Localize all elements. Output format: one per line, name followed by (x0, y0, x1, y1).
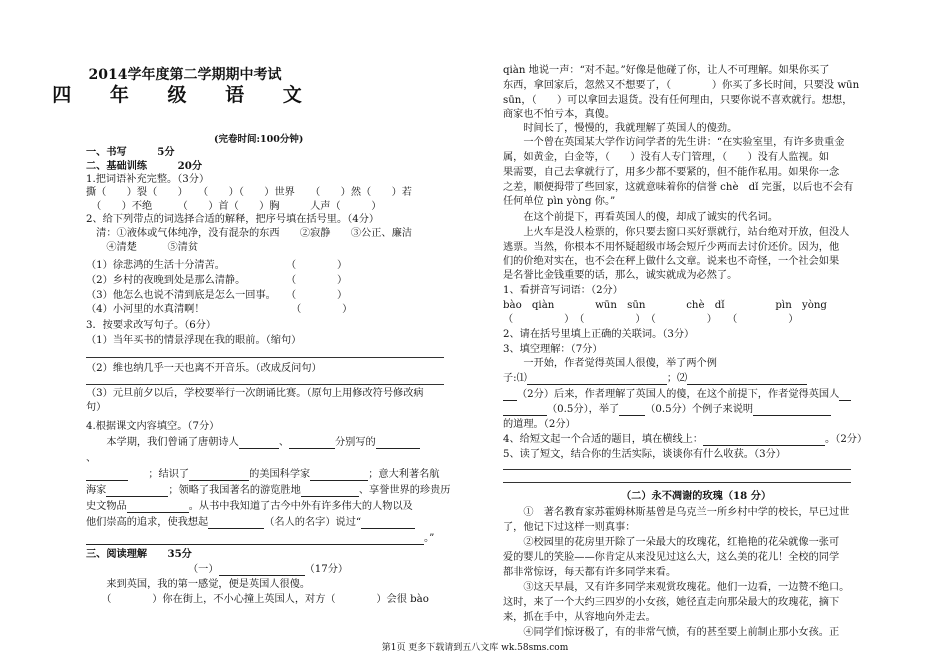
passage-1-line-15: 逃票。当然，你根本不用怀疑超级市场会短斤少两而去讨价还价。因为，他 (503, 242, 840, 253)
section-basics: 二、基础训练 20分 (86, 160, 203, 172)
passage-1-line-9: 属，如黄金，白金等，（ ）没有人专门管理，（ ）没有人监视。如 (503, 152, 829, 163)
passage-2-line-5: 都非常惊讶，每天都有许多同学来看。 (503, 567, 677, 578)
answer-line (503, 482, 851, 483)
q2-definitions-2: ④清楚 ⑤清贫 (86, 242, 199, 253)
passage-2-line-2: 了，他记下过这样一则真事： (503, 522, 636, 533)
passage-2-title: （二）永不凋谢的玫瑰（18 分） (621, 490, 772, 502)
q4-line-1: 本学期，我们曾诵了唐朝诗人 、 分别写的 (86, 436, 420, 449)
r-q3-line-1: 一开始，作者觉得英国人很傻，举了两个例 (503, 358, 717, 369)
q4-line-3: ；结识了 的美国科学家 ；意大利著名航 (86, 468, 440, 481)
q4-line-4: 海家 ；领略了我国著名的游览胜地 、享誉世界的珍贵历 (86, 485, 451, 496)
q4-heading: 4.根据课文内容填空。（7分） (86, 421, 220, 432)
q4-line-2: 、 (86, 453, 97, 464)
passage-1-line-14: 上火车是没人检票的，你只要去窗口买好票就行，站台绝对开放，但没人 (503, 227, 850, 238)
passage-2-line-9: ④同学们惊讶极了，有的非常气愤，有的甚至要上前制止那小女孩。正 (503, 627, 840, 638)
passage-2-line-4: 爱的婴儿的笑脸——你肯定从来没见过这么大，这么美的花儿！全校的同学 (503, 552, 840, 563)
q3-item-3: （3）元旦前夕以后，学校要举行一次朗诵比赛。（原句上用修改符号修改病 (86, 388, 424, 399)
passage-1-line-7: 时间长了，慢慢的，我就理解了英国人的傻劲。 (503, 123, 738, 134)
passage-1-line-16: 们的价绝对实在，也不会在秤上做什么文章。说来也不奇怪，一个社会如果 (503, 256, 840, 267)
page-footer: 第1页 更多下载请到五八文库 wk.58sms.com (381, 643, 569, 653)
q2-item-1: （1）徐悲鸿的生活十分清苦。 （ ） (86, 260, 348, 271)
r-q2-heading: 2、请在括号里填上正确的关联词。（3分） (503, 329, 695, 340)
r-q3-line-5: 的道理。（2分） (503, 419, 576, 430)
q3-heading: 3．按要求改写句子。（6分） (86, 320, 217, 331)
passage-1-title: （一） （17分） (188, 564, 349, 575)
q2-item-3: （3）他怎么也说不清到底是怎么一回事。 （ ） (86, 290, 348, 301)
q4-line-6: 他们崇高的追求，使我想起 （名人的名字）说过“ (86, 516, 415, 529)
passage-1-line-12: 任何单位 pìn yòng 你。” (503, 196, 616, 207)
exam-time: (完卷时间:100分钟) (214, 134, 304, 145)
q2-item-2: （2）乡村的夜晚到处是那么清静。 （ ） (86, 275, 348, 286)
passage-1-line-10: 果需要，自己去拿就行了，用多少都不要紧的，但不能作私用。如果你一念 (503, 167, 840, 178)
passage-2-line-3: ②校园里的花房里开除了一朵最大的玫瑰花，红艳艳的花朵就像一张可 (503, 537, 840, 548)
q1-line-2: （ ）不绝 （ ）首（ ）胸 人声（ ） (86, 201, 382, 212)
r-q3-line-2: 子:⑴ ；⑵ (503, 372, 807, 385)
r-q5-line: 5、读了短文，结合你的生活实际，谈谈你有什么收获。（3分） (503, 449, 786, 460)
answer-line (86, 357, 444, 358)
q2-item-4: （4）小河里的水真清啊！ （ ） (86, 304, 353, 315)
passage-1-line-8: 一个曾在英国某大学作访问学者的先生讲：“在实验室里，有许多贵重金 (503, 137, 845, 148)
q2-heading: 2、给下列带点的词选择合适的解释，把序号填在括号里。（4分） (86, 214, 380, 225)
section-reading: 三、阅读理解 35分 (86, 548, 192, 560)
passage-1-line-6: 商家也不怕亏本，真傻。 (503, 109, 616, 120)
passage-1-line-17: 是名誉比金钱重要的话，那么，诚实就成为必然了。 (503, 270, 738, 281)
passage-1-line-2: （ ）你在街上，不小心撞上英国人，对方（ ）会很 bào (86, 594, 429, 605)
exam-title: 2014学年度第二学期期中考试 (88, 67, 282, 83)
q4-line-5: 史文物品 。从书中我知道了古今中外有许多伟大的人物以及 (86, 501, 413, 512)
q4-line-7: 。” (86, 532, 434, 545)
passage-2-line-8: 来，抓在手中，从容地向外走去。 (503, 612, 656, 623)
r-q3-line-3: （2分）后来，作者理解了英国人的傻，在这个前提下，作者觉得英国人 (503, 388, 851, 401)
passage-1-line-5: sūn，（ ）可以拿回去退货。没有任何理由，只要你说不喜欢就行。想想， (503, 95, 853, 106)
r-q1-heading: 1、看拼音写词语：（2分） (503, 285, 623, 296)
r-q3-line-4: （0.5分），举了 （0.5分）个例子来说明 (503, 403, 831, 416)
q3-item-1: （1）当年买书的情景浮现在我的眼前。（缩句） (86, 335, 302, 346)
passage-1-line-13: 在这个前提下，再看英国人的傻，却成了诚实的代名词。 (503, 212, 779, 223)
r-q4-line: 4、给短文起一个合适的题目，填在横线上： 。（2分） (503, 434, 868, 445)
section-writing: 一、书写 5分 (86, 146, 175, 158)
r-q1-pinyin: bào qiàn wūn sūn chè dǐ pìn yòng (503, 300, 827, 311)
r-q1-brackets: （ ） （ ） （ ） （ ） (503, 314, 799, 325)
q1-heading: 1.把词语补充完整。（3分） (86, 174, 210, 185)
answer-line (86, 384, 444, 385)
q3-item-2: （2）维也纳几乎一天也离不开音乐。（改成反问句） (86, 363, 322, 374)
q1-line-1: 撕（ ）裂（ ） （ ）（ ）世界 （ ）然（ ）若 (86, 187, 412, 198)
passage-1-line-1: 来到英国，我的第一感觉，便是英国人很傻。 (86, 579, 311, 590)
r-q3-heading: 3、填空理解：（7分） (503, 344, 603, 355)
passage-1-line-3: qiàn 地说一声：“对不起。”好像是他碰了你，让人不可理解。如果你买了 (503, 65, 830, 76)
q3-item-3-cont: 句） (86, 402, 107, 413)
passage-2-line-1: ① 著名教育家苏霍姆林斯基曾是乌克兰一所乡村中学的校长，早已过世 (503, 507, 850, 518)
passage-1-line-4: 东西，拿回家后，忽然又不想要了，（ ）你买了多长时间，只要没 wūn (503, 80, 860, 91)
passage-1-line-11: 之差，顺便拇带了些回家，这就意味着你的信誉 chè dǐ 完蛋，以后也不会有 (503, 182, 854, 193)
passage-2-line-7: 这时，来了一个大约三四岁的小女孩，她径直走向那朵最大的玫瑰花，摘下 (503, 597, 840, 608)
passage-2-line-6: ③这天早晨，又有许多同学来观赏玫瑰花。他们一边看，一边赞不绝口。 (503, 582, 850, 593)
answer-line (503, 469, 851, 470)
exam-subject: 四 年 级 语 文 (52, 84, 318, 106)
q2-definitions-1: 清：①液体或气体纯净，没有混杂的东西 ②寂静 ③公正、廉洁 (86, 228, 412, 239)
